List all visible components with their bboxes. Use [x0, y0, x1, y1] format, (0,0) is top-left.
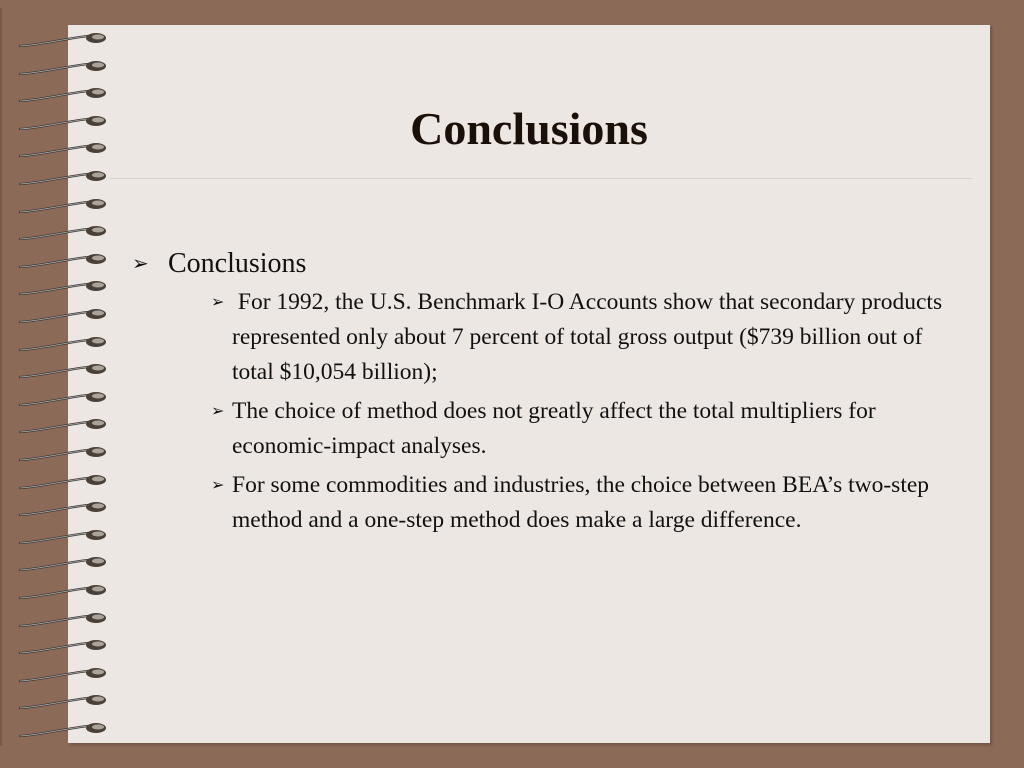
- spiral-ring-icon: [18, 334, 113, 354]
- spiral-ring-icon: [18, 196, 113, 216]
- sub-bullet-item: [212, 394, 960, 464]
- spiral-ring-icon: [18, 85, 113, 105]
- arrow-bullet-icon: ➢: [211, 403, 225, 420]
- spiral-ring-icon: [18, 140, 113, 160]
- spiral-ring-icon: [18, 416, 113, 436]
- sub-bullet-item: [212, 468, 960, 538]
- spiral-ring-icon: [18, 527, 113, 547]
- spiral-ring-icon: [18, 665, 113, 685]
- spiral-ring-icon: [18, 444, 113, 464]
- main-bullet-text: Conclusions: [168, 248, 307, 279]
- spiral-ring-icon: [18, 582, 113, 602]
- arrow-bullet-icon: ➢: [211, 294, 225, 311]
- spiral-ring-icon: [18, 278, 113, 298]
- arrow-bullet-icon: ➢: [211, 477, 225, 494]
- spiral-ring-icon: [18, 554, 113, 574]
- sub-bullet-item: [212, 285, 960, 390]
- spiral-ring-icon: [18, 251, 113, 271]
- spiral-ring-icon: [18, 692, 113, 712]
- spiral-ring-icon: [18, 499, 113, 519]
- spiral-ring-icon: [18, 610, 113, 630]
- spiral-ring-icon: [18, 720, 113, 740]
- spiral-ring-icon: [18, 30, 113, 50]
- sub-bullet-text: For some commodities and industries, the choice between BEA’s two-step method and a one-step method does make a large difference.: [232, 472, 930, 533]
- arrow-bullet-icon: ➢: [132, 253, 149, 275]
- spiral-ring-icon: [18, 58, 113, 78]
- slide-title: Conclusions: [410, 103, 648, 154]
- slide-content: [130, 247, 960, 542]
- spiral-ring-icon: [18, 472, 113, 492]
- sub-bullet-text: For 1992, the U.S. Benchmark I-O Accounts show that secondary products represented only about 7 percent of total gross output ($739 billion out of total $10,054 billion);: [232, 289, 948, 385]
- main-bullet: [130, 247, 960, 281]
- spiral-ring-icon: [18, 223, 113, 243]
- spiral-ring-icon: [18, 361, 113, 381]
- spiral-ring-icon: [18, 168, 113, 188]
- spiral-ring-icon: [18, 306, 113, 326]
- sub-bullet-list: [212, 285, 960, 538]
- slide-page: [68, 25, 990, 743]
- spiral-ring-icon: [18, 389, 113, 409]
- spiral-ring-icon: [18, 637, 113, 657]
- title-divider: [110, 178, 972, 179]
- sub-bullet-text: The choice of method does not greatly affect the total multipliers for economic-impact analyses.: [232, 398, 876, 459]
- spiral-ring-icon: [18, 113, 113, 133]
